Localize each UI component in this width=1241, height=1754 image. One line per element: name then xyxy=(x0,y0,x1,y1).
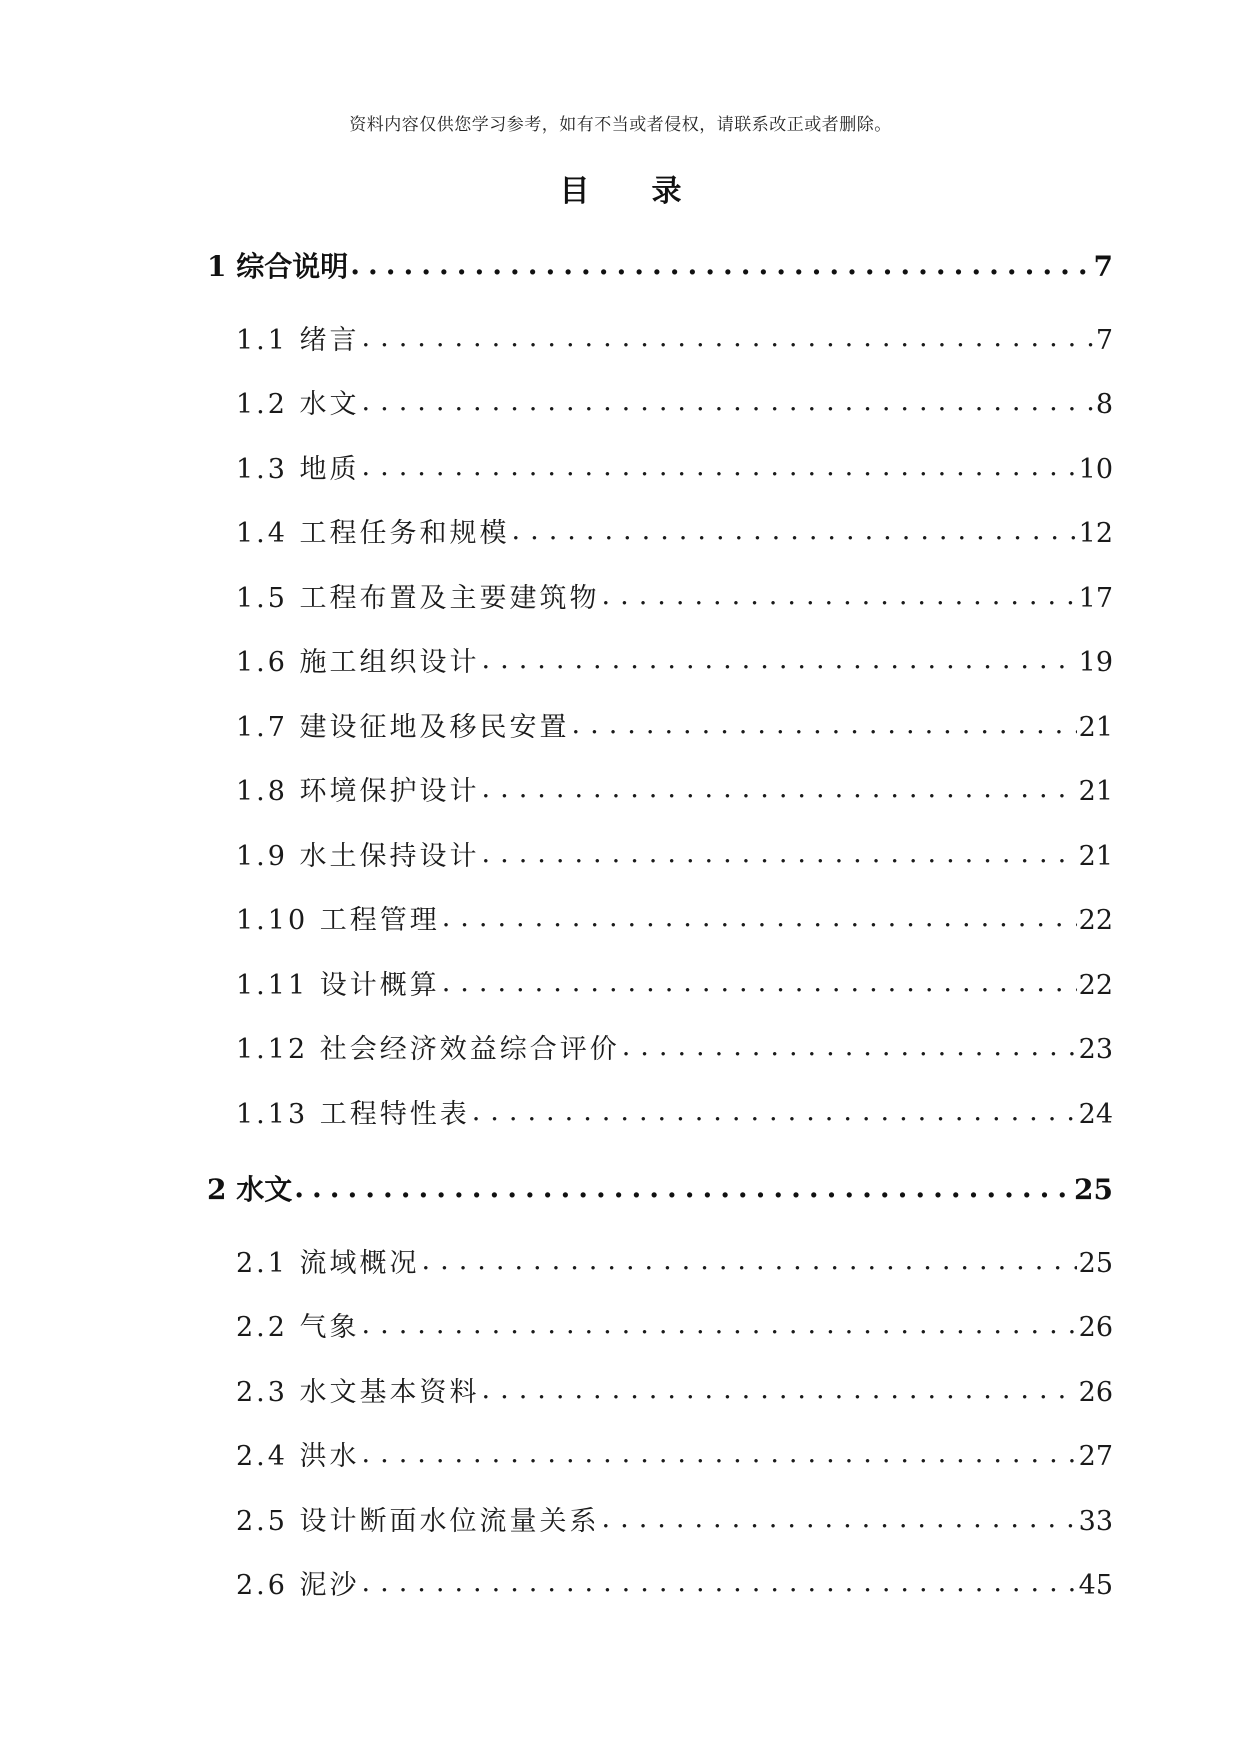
toc-entry-label: 1.1 绪言 xyxy=(236,325,360,356)
toc-leader-dots xyxy=(482,773,1077,800)
toc-entry-label: 2.4 洪水 xyxy=(236,1441,360,1472)
toc-entry-page: 45 xyxy=(1078,1570,1113,1601)
toc-entry-page: 17 xyxy=(1078,583,1113,614)
toc-entry[interactable] xyxy=(207,245,1113,285)
toc-leader-dots xyxy=(482,1374,1077,1401)
toc-entry-label: 2.3 水文基本资料 xyxy=(236,1377,480,1408)
toc-title xyxy=(0,166,1241,210)
toc-leader-dots xyxy=(362,386,1094,413)
toc-entry[interactable] xyxy=(236,898,1113,937)
toc-entry-label: 1.5 工程布置及主要建筑物 xyxy=(236,583,600,614)
toc-entry-label: 2.1 流域概况 xyxy=(236,1248,420,1279)
toc-leader-dots xyxy=(362,1567,1077,1594)
toc-entry[interactable] xyxy=(236,640,1113,679)
toc-leader-dots xyxy=(442,967,1077,994)
toc-entry[interactable] xyxy=(236,1241,1113,1280)
toc-leader-dots xyxy=(422,1245,1077,1272)
toc-leader-dots xyxy=(602,1503,1077,1530)
toc-entry[interactable] xyxy=(236,447,1113,486)
toc-entry[interactable] xyxy=(236,963,1113,1002)
toc-leader-dots xyxy=(482,838,1077,865)
toc-entry-label: 1.8 环境保护设计 xyxy=(236,776,480,807)
toc-entry[interactable] xyxy=(236,1563,1113,1602)
toc-leader-dots xyxy=(362,322,1094,349)
toc-entry-page: 27 xyxy=(1078,1441,1113,1472)
toc-entry-page: 26 xyxy=(1078,1312,1113,1343)
toc-entry-page: 7 xyxy=(1093,250,1113,283)
toc-entry-label: 2.6 泥沙 xyxy=(236,1570,360,1601)
toc-entry-page: 21 xyxy=(1078,841,1113,872)
toc-entry-label: 1.12 社会经济效益综合评价 xyxy=(236,1034,620,1065)
toc-entry[interactable] xyxy=(236,576,1113,615)
toc-entry[interactable] xyxy=(236,511,1113,550)
toc-entry[interactable] xyxy=(236,1305,1113,1344)
toc-title-char-1: 目 xyxy=(559,174,590,209)
toc-entry[interactable] xyxy=(236,1027,1113,1066)
toc-entry-label: 1.11 设计概算 xyxy=(236,970,440,1001)
toc-entry-page: 26 xyxy=(1078,1377,1113,1408)
toc-leader-dots xyxy=(572,709,1077,736)
toc-leader-dots xyxy=(362,1438,1077,1465)
toc-entry-page: 25 xyxy=(1078,1248,1113,1279)
toc-leader-dots xyxy=(482,644,1077,671)
toc-entry-label: 1.6 施工组织设计 xyxy=(236,647,480,678)
toc-entry-label: 1.2 水文 xyxy=(236,389,360,420)
toc-title-char-2: 录 xyxy=(651,174,682,209)
toc-entry-page: 33 xyxy=(1078,1506,1113,1537)
toc-leader-dots xyxy=(442,902,1077,929)
toc-entry[interactable] xyxy=(236,382,1113,421)
toc-entry-label: 2.5 设计断面水位流量关系 xyxy=(236,1506,600,1537)
toc-entry[interactable] xyxy=(236,1092,1113,1131)
toc-entry-page: 19 xyxy=(1078,647,1113,678)
disclaimer-header: 资料内容仅供您学习参考，如有不当或者侵权，请联系改正或者删除。 xyxy=(349,115,892,135)
toc-entry[interactable] xyxy=(236,1370,1113,1409)
toc-entry[interactable] xyxy=(236,769,1113,808)
toc-entry-label: 1.7 建设征地及移民安置 xyxy=(236,712,570,743)
toc-entry-page: 21 xyxy=(1078,712,1113,743)
toc-leader-dots xyxy=(350,248,1091,276)
toc-entry-page: 24 xyxy=(1078,1099,1113,1130)
toc-leader-dots xyxy=(512,515,1077,542)
toc-leader-dots xyxy=(362,451,1077,478)
toc-leader-dots xyxy=(622,1031,1077,1058)
toc-entry-label: 1.13 工程特性表 xyxy=(236,1099,470,1130)
toc-entry-label: 1.9 水土保持设计 xyxy=(236,841,480,872)
toc-entry-page: 21 xyxy=(1078,776,1113,807)
toc-leader-dots xyxy=(602,580,1077,607)
toc-entry-page: 22 xyxy=(1078,905,1113,936)
toc-entry-label: 1.3 地质 xyxy=(236,454,360,485)
toc-leader-dots xyxy=(362,1309,1077,1336)
toc-leader-dots xyxy=(472,1096,1077,1123)
toc-entry[interactable] xyxy=(236,1434,1113,1473)
toc-entry-page: 23 xyxy=(1078,1034,1113,1065)
toc-entry-page: 12 xyxy=(1078,518,1113,549)
toc-entry-page: 22 xyxy=(1078,970,1113,1001)
toc-entry-label: 1 综合说明 xyxy=(207,250,349,283)
toc-entry-label: 1.4 工程任务和规模 xyxy=(236,518,510,549)
toc-entry[interactable] xyxy=(207,1168,1113,1208)
toc-entry[interactable] xyxy=(236,705,1113,744)
toc-entry[interactable] xyxy=(236,1499,1113,1538)
toc-entry-label: 1.10 工程管理 xyxy=(236,905,440,936)
toc-entry[interactable] xyxy=(236,318,1113,357)
toc-entry[interactable] xyxy=(236,834,1113,873)
toc-entry-label: 2.2 气象 xyxy=(236,1312,360,1343)
toc-leader-dots xyxy=(294,1171,1072,1199)
toc-entry-label: 2 水文 xyxy=(207,1173,293,1206)
toc-entry-page: 8 xyxy=(1095,389,1113,420)
toc-entry-page: 25 xyxy=(1074,1173,1113,1206)
toc-entry-page: 10 xyxy=(1078,454,1113,485)
toc-entry-page: 7 xyxy=(1095,325,1113,356)
